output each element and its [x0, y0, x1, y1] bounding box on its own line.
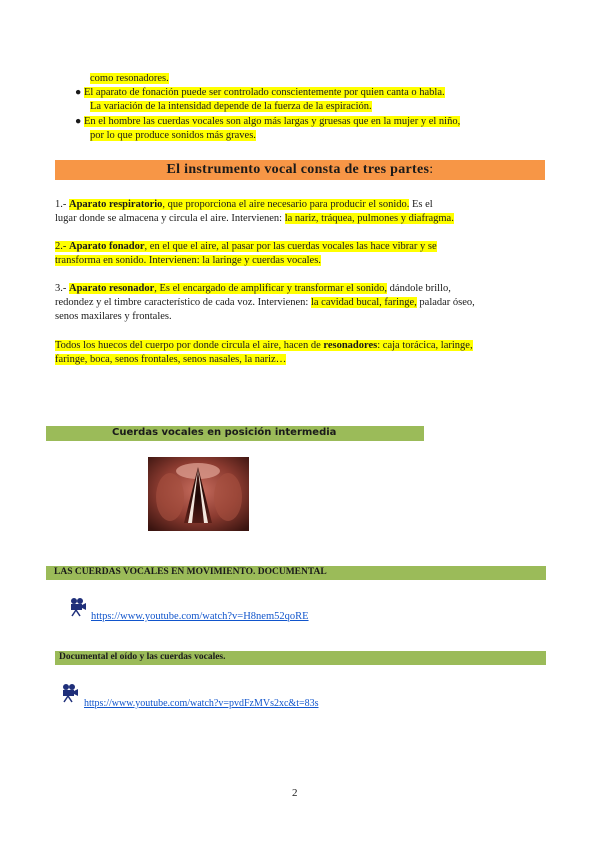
movie-camera-icon [68, 597, 88, 617]
video2-title: Documental el oído y las cuerdas vocales. [59, 652, 226, 662]
video2-link[interactable]: https://www.youtube.com/watch?v=pvdFzMVs2xc&t=83s [84, 698, 319, 709]
vocal-cords-photo [148, 457, 249, 531]
bullet-icon: ● [75, 87, 82, 98]
video1-title-bar [46, 566, 546, 580]
bullet-icon: ● [75, 116, 82, 127]
bullet-text: El aparato de fonación puede ser controlado conscientemente por quien canta o habla. [83, 87, 445, 98]
video2-title-bar [55, 651, 546, 665]
image-caption-bar [46, 426, 424, 441]
part-resonador: 3.- Aparato resonador, Es el encargado de amplificar y transformar el sonido, dándole brillo, redondez y el timbre característico de cada voz. Intervienen: la cavidad bucal, faringe, paladar óseo, senos maxilares y frontales. [55, 283, 475, 322]
bullet-text: La variación de la intensidad depende de la fuerza de la espiración. [90, 101, 372, 112]
bullet-text: En el hombre las cuerdas vocales son algo más largas y gruesas que en la mujer y el niño, [83, 116, 461, 127]
movie-camera-icon [60, 683, 80, 703]
video1-title: LAS CUERDAS VOCALES EN MOVIMIENTO. DOCUMENTAL [54, 567, 327, 577]
page-number: 2 [292, 787, 298, 799]
resonadores-paragraph: Todos los huecos del cuerpo por donde circula el aire, hacen de resonadores: caja torácica, laringe, faringe, boca, senos frontales, senos nasales, la nariz… [55, 340, 473, 365]
bullet-continuation [90, 129, 256, 143]
image-caption: Cuerdas vocales en posición intermedia [112, 427, 337, 438]
bullet-continuation [90, 100, 372, 114]
bullet-item [75, 86, 445, 100]
bullet-item [75, 115, 460, 129]
bullet-text: como resonadores. [90, 73, 169, 84]
section-banner [55, 160, 545, 180]
part-respiratorio: 1.- Aparato respiratorio, que proporciona el aire necesario para producir el sonido. Es el lugar donde se almacena y circula el aire. Intervienen: la nariz, tráquea, pulmones y diafragma. [55, 199, 454, 224]
part-fonador: 2.- Aparato fonador, en el que el aire, al pasar por las cuerdas vocales las hace vibrar y se transforma en sonido. Intervienen: la laringe y cuerdas vocales. [55, 241, 437, 266]
bullet-continuation [90, 72, 169, 86]
bullet-text: por lo que produce sonidos más graves. [90, 130, 256, 141]
banner-title: El instrumento vocal consta de tres partes: [166, 162, 434, 177]
video1-link[interactable]: https://www.youtube.com/watch?v=H8nem52qoRE [91, 611, 309, 622]
